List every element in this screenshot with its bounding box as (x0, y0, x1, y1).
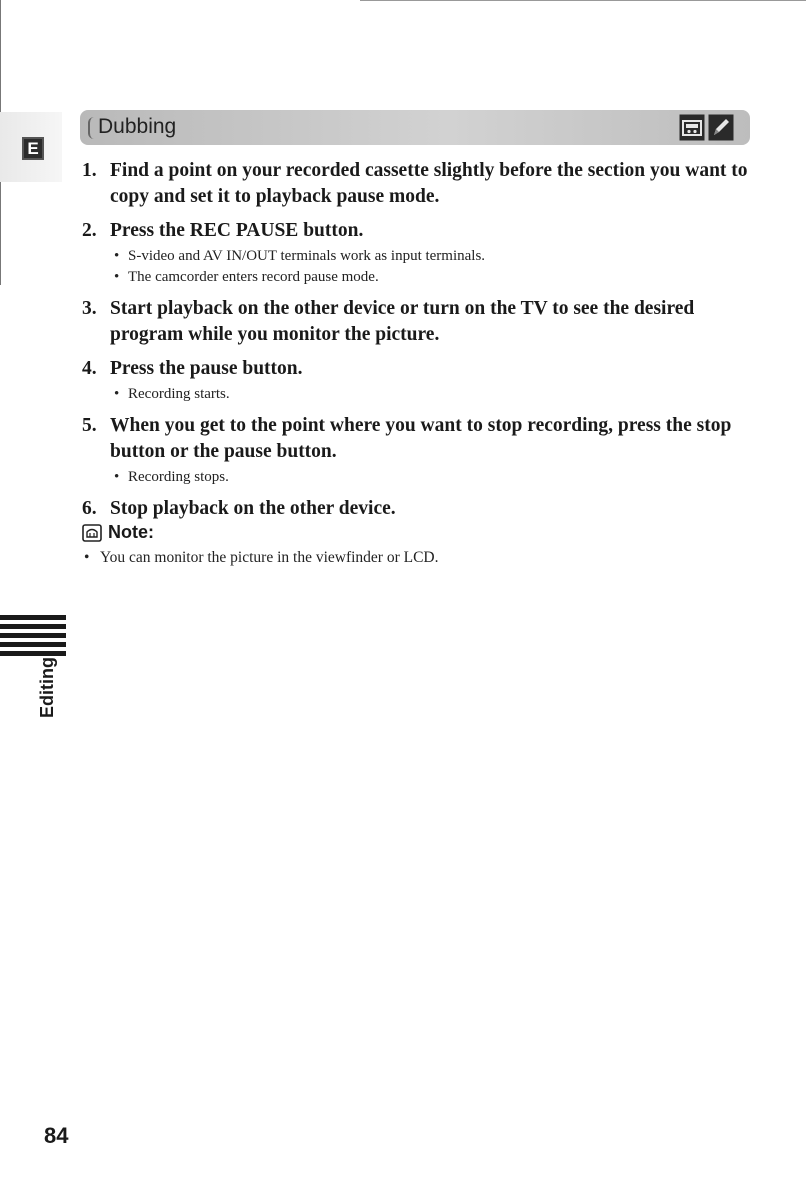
section-icons (679, 114, 734, 141)
step-1 (82, 158, 762, 210)
step-number: 4. (82, 358, 97, 379)
edge-line (0, 642, 66, 647)
instruction-steps (82, 158, 762, 530)
step-bullets (110, 384, 762, 405)
step-3 (82, 296, 762, 348)
edge-line (0, 615, 66, 620)
bullet-item: • The camcorder enters record pause mode. (110, 267, 762, 288)
note-section (82, 522, 439, 568)
step-bullets (110, 246, 762, 288)
step-text: Press the pause button. (110, 358, 303, 379)
bullet-item: • Recording starts. (110, 384, 762, 405)
step-number: 1. (82, 160, 97, 181)
step-text: Stop playback on the other device. (110, 498, 396, 519)
step-5 (82, 413, 762, 488)
language-badge: E (22, 137, 44, 160)
step-number: 3. (82, 298, 97, 319)
step-number: 6. (82, 498, 97, 519)
note-list (82, 547, 439, 568)
step-4 (82, 356, 762, 405)
step-6 (82, 496, 762, 522)
page-number: 84 (44, 1123, 69, 1148)
section-title: Dubbing (98, 115, 177, 138)
note-icon (82, 524, 102, 542)
step-bullets (110, 467, 762, 488)
side-chapter-label: Editing (37, 657, 57, 718)
note-label: Note: (108, 522, 154, 542)
edit-pen-icon (708, 114, 734, 141)
note-header (82, 522, 439, 543)
section-header-bar (80, 110, 750, 145)
step-number: 5. (82, 415, 97, 436)
step-2 (82, 218, 762, 288)
step-number: 2. (82, 220, 97, 241)
section-bracket (88, 117, 97, 139)
edge-line (0, 651, 66, 656)
edge-index-lines (0, 615, 66, 660)
edge-line (0, 633, 66, 638)
top-rule (360, 0, 806, 1)
step-text: Press the REC PAUSE button. (110, 220, 364, 241)
note-item: • You can monitor the picture in the viewfinder or LCD. (82, 547, 439, 568)
step-text: When you get to the point where you want to stop recording, press the stop button or the pause button. (110, 415, 732, 462)
cassette-mode-icon (679, 114, 705, 141)
edge-line (0, 624, 66, 629)
bullet-item: • Recording stops. (110, 467, 762, 488)
step-text: Start playback on the other device or turn on the TV to see the desired program while you monitor the picture. (110, 298, 695, 345)
step-text: Find a point on your recorded cassette slightly before the section you want to copy and set it to playback pause mode. (110, 160, 748, 207)
bullet-item: • S-video and AV IN/OUT terminals work as input terminals. (110, 246, 762, 267)
